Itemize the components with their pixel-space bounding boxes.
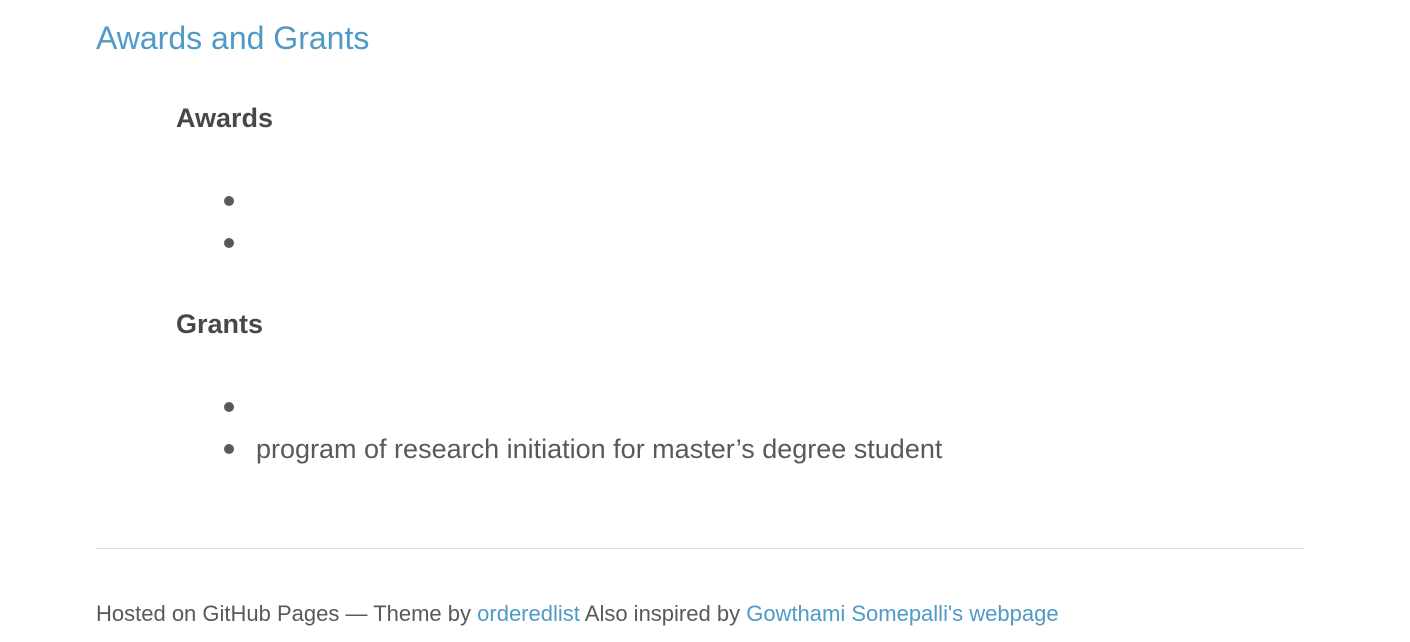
- footer-inspired-text: Also inspired by: [584, 601, 741, 626]
- inspiration-link[interactable]: Gowthami Somepalli's webpage: [746, 601, 1059, 626]
- grants-heading: Grants: [176, 309, 264, 339]
- list-item-text: program of research initiation for master’s degree student: [256, 434, 943, 464]
- footer-hosted-text: Hosted on GitHub Pages — Theme by: [96, 601, 472, 626]
- bullet-icon: [224, 238, 234, 248]
- footer: [96, 598, 1059, 630]
- bullet-icon: [224, 402, 234, 412]
- awards-heading: Awards: [176, 103, 274, 133]
- bullet-icon: [224, 444, 234, 454]
- footer-divider: [96, 548, 1304, 549]
- theme-author-link[interactable]: orderedlist: [477, 601, 580, 626]
- section-title-link[interactable]: Awards and Grants: [96, 20, 370, 56]
- bullet-icon: [224, 196, 234, 206]
